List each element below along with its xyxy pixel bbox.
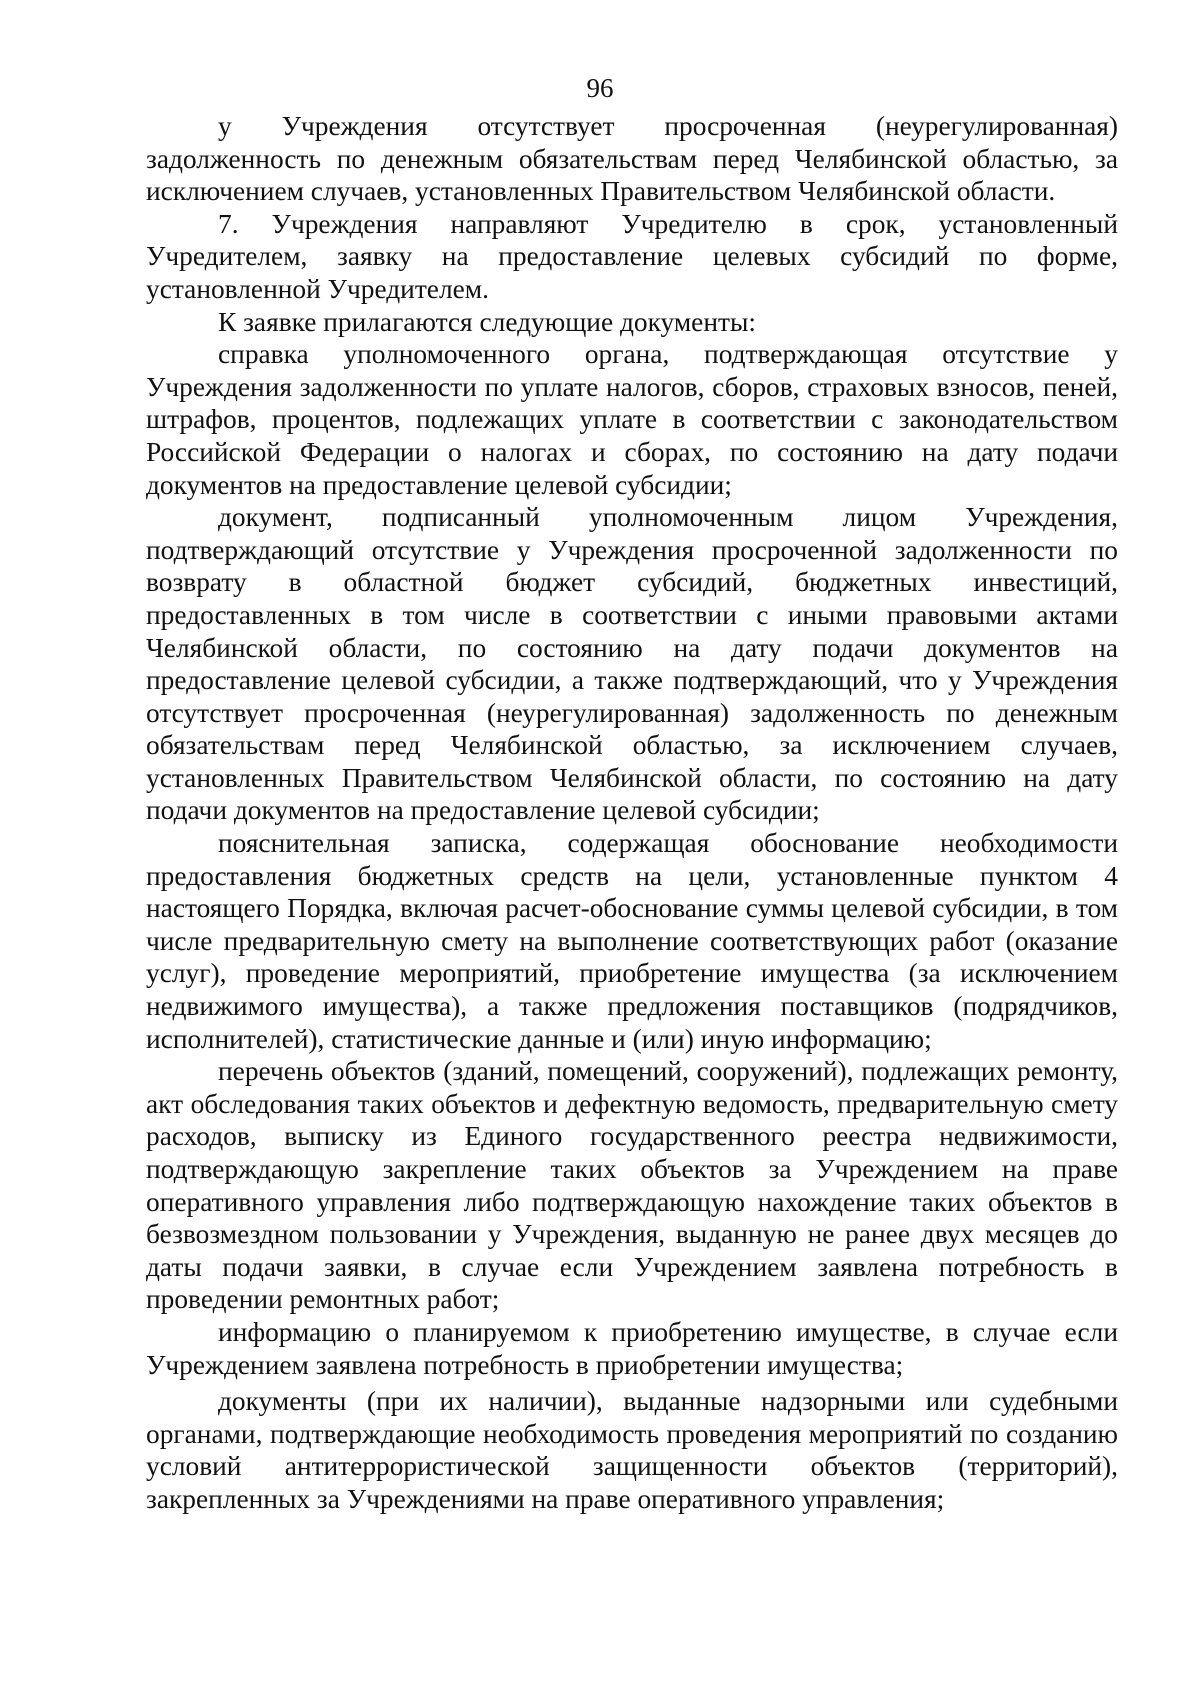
paragraph: К заявке прилагаются следующие документы:	[218, 306, 756, 337]
paragraph: справка уполномоченного органа, подтверждающая отсутствие у Учреждения задолженности по уплате налогов, сборов, страховых взносов, пеней, штрафов, процентов, подлежащих уплате в соответствии с законодательством Российской Федерации о налогах и сборах, по состоянию на дату подачи документов на предоставление целевой субсидии;	[146, 339, 1118, 500]
paragraph: информацию о планируемом к приобретению имуществе, в случае если Учреждением заявлена потребность в приобретении имущества;	[146, 1316, 1118, 1380]
paragraph: у Учреждения отсутствует просроченная (неурегулированная) задолженность по денежным обязательствам перед Челябинской областью, за исключением случаев, установленных Правительством Челябинской области.	[146, 111, 1118, 207]
paragraph: документы (при их наличии), выданные надзорными или судебными органами, подтверждающие необходимость проведения мероприятий по созданию условий антитеррористической защищенности объектов (территорий), закрепленных за Учреждениями на праве оперативного управления;	[146, 1386, 1118, 1514]
page-number: 96	[586, 73, 614, 103]
paragraph: 7. Учреждения направляют Учредителю в срок, установленный Учредителем, заявку на предоставление целевых субсидий по форме, установленной Учредителем.	[146, 208, 1118, 304]
paragraph: перечень объектов (зданий, помещений, сооружений), подлежащих ремонту, акт обследования таких объектов и дефектную ведомость, предварительную смету расходов, выписку из Единого государственного реестра недвижимости, подтверждающую закрепление таких объектов за Учреждением на праве оперативного управления либо подтверждающую нахождение таких объектов в безвозмездном пользовании у Учреждения, выданную не ранее двух месяцев до даты подачи заявки, в случае если Учреждением заявлена потребность в проведении ремонтных работ;	[146, 1056, 1118, 1315]
paragraph: документ, подписанный уполномоченным лицом Учреждения, подтверждающий отсутствие у Учреждения просроченной задолженности по возврату в областной бюджет субсидий, бюджетных инвестиций, предоставленных в том числе в соответствии с иными правовыми актами Челябинской области, по состоянию на дату подачи документов на предоставление целевой субсидии, а также подтверждающий, что у Учреждения отсутствует просроченная (неурегулированная) задолженность по денежным обязательствам перед Челябинской областью, за исключением случаев, установленных Правительством Челябинской области, по состоянию на дату подачи документов на предоставление целевой субсидии;	[146, 502, 1118, 826]
paragraph: пояснительная записка, содержащая обоснование необходимости предоставления бюджетных средств на цели, установленные пунктом 4 настоящего Порядка, включая расчет-обоснование суммы целевой субсидии, в том числе предварительную смету на выполнение соответствующих работ (оказание услуг), проведение мероприятий, приобретение имущества (за исключением недвижимого имущества), а также предложения поставщиков (подрядчиков, исполнителей), статистические данные и (или) иную информацию;	[146, 828, 1118, 1054]
document-body	[146, 110, 1118, 1516]
